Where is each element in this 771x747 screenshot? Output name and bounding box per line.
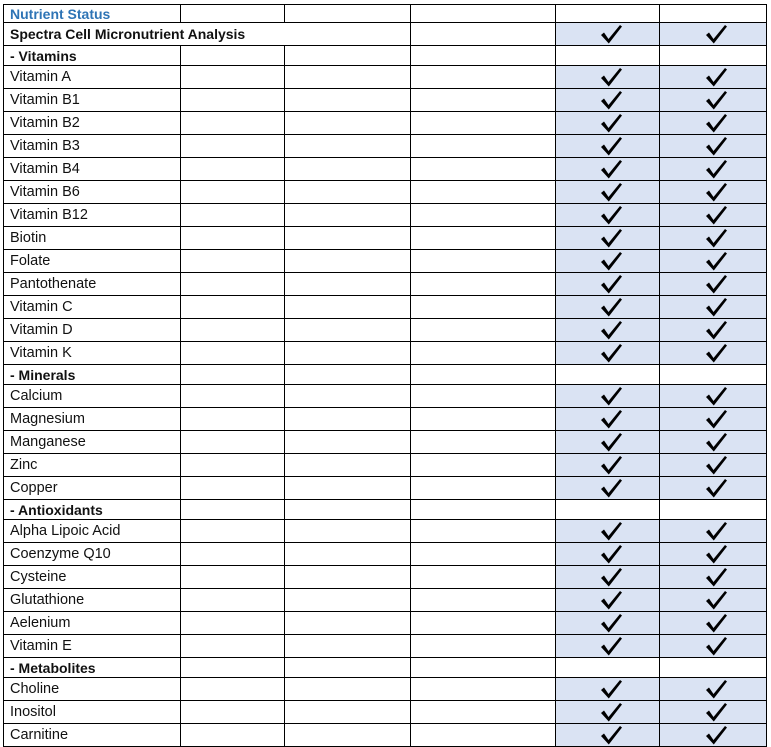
empty-cell [411,296,556,319]
nutrient-status-table [3,4,767,747]
checkmark-icon [704,589,728,611]
empty-cell [411,589,556,612]
nutrient-name: Vitamin A [4,66,181,89]
check-cell [660,543,767,566]
check-cell [556,23,660,46]
checkmark-icon [599,23,623,45]
empty-cell [660,5,767,23]
nutrient-name: Zinc [4,454,181,477]
empty-cell [411,566,556,589]
checkmark-icon [704,724,728,746]
nutrient-name: Magnesium [4,408,181,431]
checkmark-icon [704,23,728,45]
section-label: - Antioxidants [4,500,181,520]
check-cell [556,158,660,181]
nutrient-name: Pantothenate [4,273,181,296]
empty-cell [411,477,556,500]
empty-cell [181,342,285,365]
empty-cell [285,204,411,227]
checkmark-icon [599,273,623,295]
empty-cell [660,365,767,385]
check-cell [660,296,767,319]
check-cell [556,724,660,747]
checkmark-icon [704,273,728,295]
check-cell [660,158,767,181]
check-cell [660,589,767,612]
check-cell [556,635,660,658]
nutrient-row [4,635,767,658]
empty-cell [181,612,285,635]
checkmark-icon [704,204,728,226]
check-cell [556,454,660,477]
empty-cell [411,250,556,273]
checkmark-icon [599,342,623,364]
check-cell [556,227,660,250]
check-cell [660,66,767,89]
check-cell [556,250,660,273]
empty-cell [411,635,556,658]
nutrient-name: Calcium [4,385,181,408]
checkmark-icon [704,635,728,657]
empty-cell [181,227,285,250]
empty-cell [181,520,285,543]
checkmark-icon [704,158,728,180]
checkmark-icon [599,566,623,588]
check-cell [556,204,660,227]
checkmark-icon [599,589,623,611]
checkmark-icon [704,612,728,634]
empty-cell [285,135,411,158]
empty-cell [285,454,411,477]
check-cell [660,89,767,112]
check-cell [556,408,660,431]
check-cell [660,23,767,46]
checkmark-icon [704,454,728,476]
nutrient-row [4,158,767,181]
checkmark-icon [599,204,623,226]
empty-cell [285,566,411,589]
empty-cell [181,543,285,566]
checkmark-icon [599,635,623,657]
nutrient-name: Copper [4,477,181,500]
nutrient-row [4,227,767,250]
section-header-row [4,46,767,66]
checkmark-icon [704,701,728,723]
checkmark-icon [704,135,728,157]
empty-cell [285,365,411,385]
nutrient-row [4,89,767,112]
empty-cell [556,500,660,520]
nutrient-row [4,612,767,635]
checkmark-icon [599,158,623,180]
subtitle-row [4,23,767,46]
nutrient-name: Vitamin C [4,296,181,319]
empty-cell [285,500,411,520]
checkmark-icon [599,408,623,430]
nutrient-row [4,566,767,589]
nutrient-row [4,135,767,158]
empty-cell [411,385,556,408]
check-cell [556,273,660,296]
empty-cell [285,5,411,23]
check-cell [556,543,660,566]
empty-cell [181,365,285,385]
empty-cell [181,500,285,520]
empty-cell [411,454,556,477]
check-cell [660,273,767,296]
check-cell [556,181,660,204]
empty-cell [181,112,285,135]
nutrient-name: Cysteine [4,566,181,589]
checkmark-icon [599,520,623,542]
checkmark-icon [599,543,623,565]
empty-cell [181,158,285,181]
nutrient-row [4,204,767,227]
checkmark-icon [704,181,728,203]
nutrient-name: Inositol [4,701,181,724]
checkmark-icon [599,250,623,272]
nutrient-name: Vitamin K [4,342,181,365]
empty-cell [285,66,411,89]
empty-cell [181,635,285,658]
section-label: - Vitamins [4,46,181,66]
empty-cell [285,227,411,250]
check-cell [660,181,767,204]
checkmark-icon [704,227,728,249]
empty-cell [181,181,285,204]
empty-cell [285,158,411,181]
check-cell [660,454,767,477]
title-row [4,5,767,23]
nutrient-name: Vitamin B3 [4,135,181,158]
empty-cell [181,678,285,701]
empty-cell [411,135,556,158]
empty-cell [285,46,411,66]
check-cell [660,112,767,135]
empty-cell [285,319,411,342]
empty-cell [285,520,411,543]
empty-cell [411,658,556,678]
section-label: - Minerals [4,365,181,385]
empty-cell [660,500,767,520]
checkmark-icon [704,520,728,542]
nutrient-name: Biotin [4,227,181,250]
check-cell [660,204,767,227]
checkmark-icon [599,454,623,476]
nutrient-row [4,589,767,612]
check-cell [660,724,767,747]
empty-cell [181,724,285,747]
nutrient-row [4,181,767,204]
checkmark-icon [704,477,728,499]
empty-cell [285,89,411,112]
check-cell [660,319,767,342]
checkmark-icon [599,431,623,453]
page-title: Nutrient Status [4,5,181,23]
empty-cell [411,365,556,385]
check-cell [660,408,767,431]
check-cell [660,678,767,701]
check-cell [556,477,660,500]
nutrient-row [4,250,767,273]
check-cell [660,250,767,273]
empty-cell [411,204,556,227]
checkmark-icon [704,89,728,111]
empty-cell [285,635,411,658]
empty-cell [181,566,285,589]
empty-cell [285,112,411,135]
empty-cell [181,296,285,319]
empty-cell [181,658,285,678]
empty-cell [181,204,285,227]
empty-cell [411,23,556,46]
empty-cell [411,181,556,204]
checkmark-icon [599,319,623,341]
empty-cell [411,543,556,566]
empty-cell [285,612,411,635]
check-cell [556,566,660,589]
empty-cell [285,658,411,678]
empty-cell [411,431,556,454]
nutrient-row [4,385,767,408]
checkmark-icon [599,296,623,318]
empty-cell [411,678,556,701]
empty-cell [285,342,411,365]
empty-cell [660,658,767,678]
nutrient-name: Vitamin B2 [4,112,181,135]
nutrient-name: Glutathione [4,589,181,612]
check-cell [660,520,767,543]
check-cell [556,319,660,342]
empty-cell [181,5,285,23]
check-cell [556,678,660,701]
checkmark-icon [704,543,728,565]
empty-cell [411,89,556,112]
check-cell [556,89,660,112]
empty-cell [285,296,411,319]
nutrient-name: Folate [4,250,181,273]
empty-cell [285,181,411,204]
empty-cell [181,135,285,158]
empty-cell [411,227,556,250]
check-cell [660,431,767,454]
nutrient-name: Vitamin B4 [4,158,181,181]
check-cell [556,342,660,365]
empty-cell [181,89,285,112]
checkmark-icon [704,112,728,134]
nutrient-row [4,408,767,431]
check-cell [660,135,767,158]
empty-cell [411,319,556,342]
checkmark-icon [704,66,728,88]
empty-cell [181,454,285,477]
empty-cell [411,112,556,135]
nutrient-row [4,112,767,135]
check-cell [556,589,660,612]
empty-cell [411,342,556,365]
section-label: - Metabolites [4,658,181,678]
section-header-row [4,658,767,678]
empty-cell [411,158,556,181]
check-cell [660,612,767,635]
empty-cell [556,658,660,678]
nutrient-row [4,678,767,701]
table-body [4,5,767,747]
nutrient-row [4,431,767,454]
nutrient-name: Choline [4,678,181,701]
check-cell [556,66,660,89]
check-cell [556,385,660,408]
empty-cell [181,66,285,89]
empty-cell [285,250,411,273]
checkmark-icon [599,135,623,157]
check-cell [660,227,767,250]
section-header-row [4,365,767,385]
empty-cell [181,589,285,612]
nutrient-row [4,454,767,477]
checkmark-icon [599,477,623,499]
empty-cell [285,408,411,431]
nutrient-row [4,520,767,543]
empty-cell [181,408,285,431]
nutrient-row [4,66,767,89]
empty-cell [181,385,285,408]
nutrient-row [4,477,767,500]
checkmark-icon [599,227,623,249]
empty-cell [660,46,767,66]
checkmark-icon [704,408,728,430]
nutrient-row [4,296,767,319]
checkmark-icon [704,566,728,588]
checkmark-icon [599,724,623,746]
checkmark-icon [599,701,623,723]
empty-cell [181,477,285,500]
empty-cell [285,543,411,566]
empty-cell [411,66,556,89]
empty-cell [411,612,556,635]
checkmark-icon [704,250,728,272]
nutrient-name: Coenzyme Q10 [4,543,181,566]
nutrient-name: Vitamin D [4,319,181,342]
nutrient-name: Vitamin B1 [4,89,181,112]
check-cell [556,431,660,454]
checkmark-icon [599,612,623,634]
empty-cell [181,46,285,66]
empty-cell [411,500,556,520]
empty-cell [181,431,285,454]
nutrient-name: Vitamin B12 [4,204,181,227]
empty-cell [411,5,556,23]
analysis-title: Spectra Cell Micronutrient Analysis [4,23,411,46]
nutrient-row [4,543,767,566]
nutrient-name: Manganese [4,431,181,454]
checkmark-icon [704,431,728,453]
empty-cell [181,273,285,296]
nutrient-row [4,319,767,342]
check-cell [556,112,660,135]
empty-cell [285,724,411,747]
checkmark-icon [704,342,728,364]
empty-cell [285,273,411,296]
checkmark-icon [599,89,623,111]
checkmark-icon [599,181,623,203]
check-cell [660,566,767,589]
empty-cell [411,724,556,747]
checkmark-icon [599,678,623,700]
checkmark-icon [704,319,728,341]
check-cell [660,385,767,408]
empty-cell [556,365,660,385]
checkmark-icon [704,296,728,318]
empty-cell [181,319,285,342]
nutrient-name: Vitamin E [4,635,181,658]
nutrient-row [4,724,767,747]
nutrient-row [4,273,767,296]
empty-cell [556,46,660,66]
empty-cell [285,477,411,500]
empty-cell [411,520,556,543]
checkmark-icon [599,112,623,134]
empty-cell [285,385,411,408]
empty-cell [556,5,660,23]
nutrient-name: Vitamin B6 [4,181,181,204]
check-cell [556,520,660,543]
check-cell [556,135,660,158]
checkmark-icon [599,66,623,88]
empty-cell [285,589,411,612]
check-cell [660,635,767,658]
empty-cell [411,408,556,431]
check-cell [660,477,767,500]
nutrient-name: Alpha Lipoic Acid [4,520,181,543]
empty-cell [285,431,411,454]
empty-cell [411,273,556,296]
nutrient-row [4,342,767,365]
checkmark-icon [704,385,728,407]
nutrient-name: Aelenium [4,612,181,635]
check-cell [660,342,767,365]
checkmark-icon [704,678,728,700]
check-cell [556,612,660,635]
empty-cell [411,46,556,66]
checkmark-icon [599,385,623,407]
empty-cell [285,678,411,701]
nutrient-name: Carnitine [4,724,181,747]
check-cell [556,296,660,319]
section-header-row [4,500,767,520]
empty-cell [181,250,285,273]
